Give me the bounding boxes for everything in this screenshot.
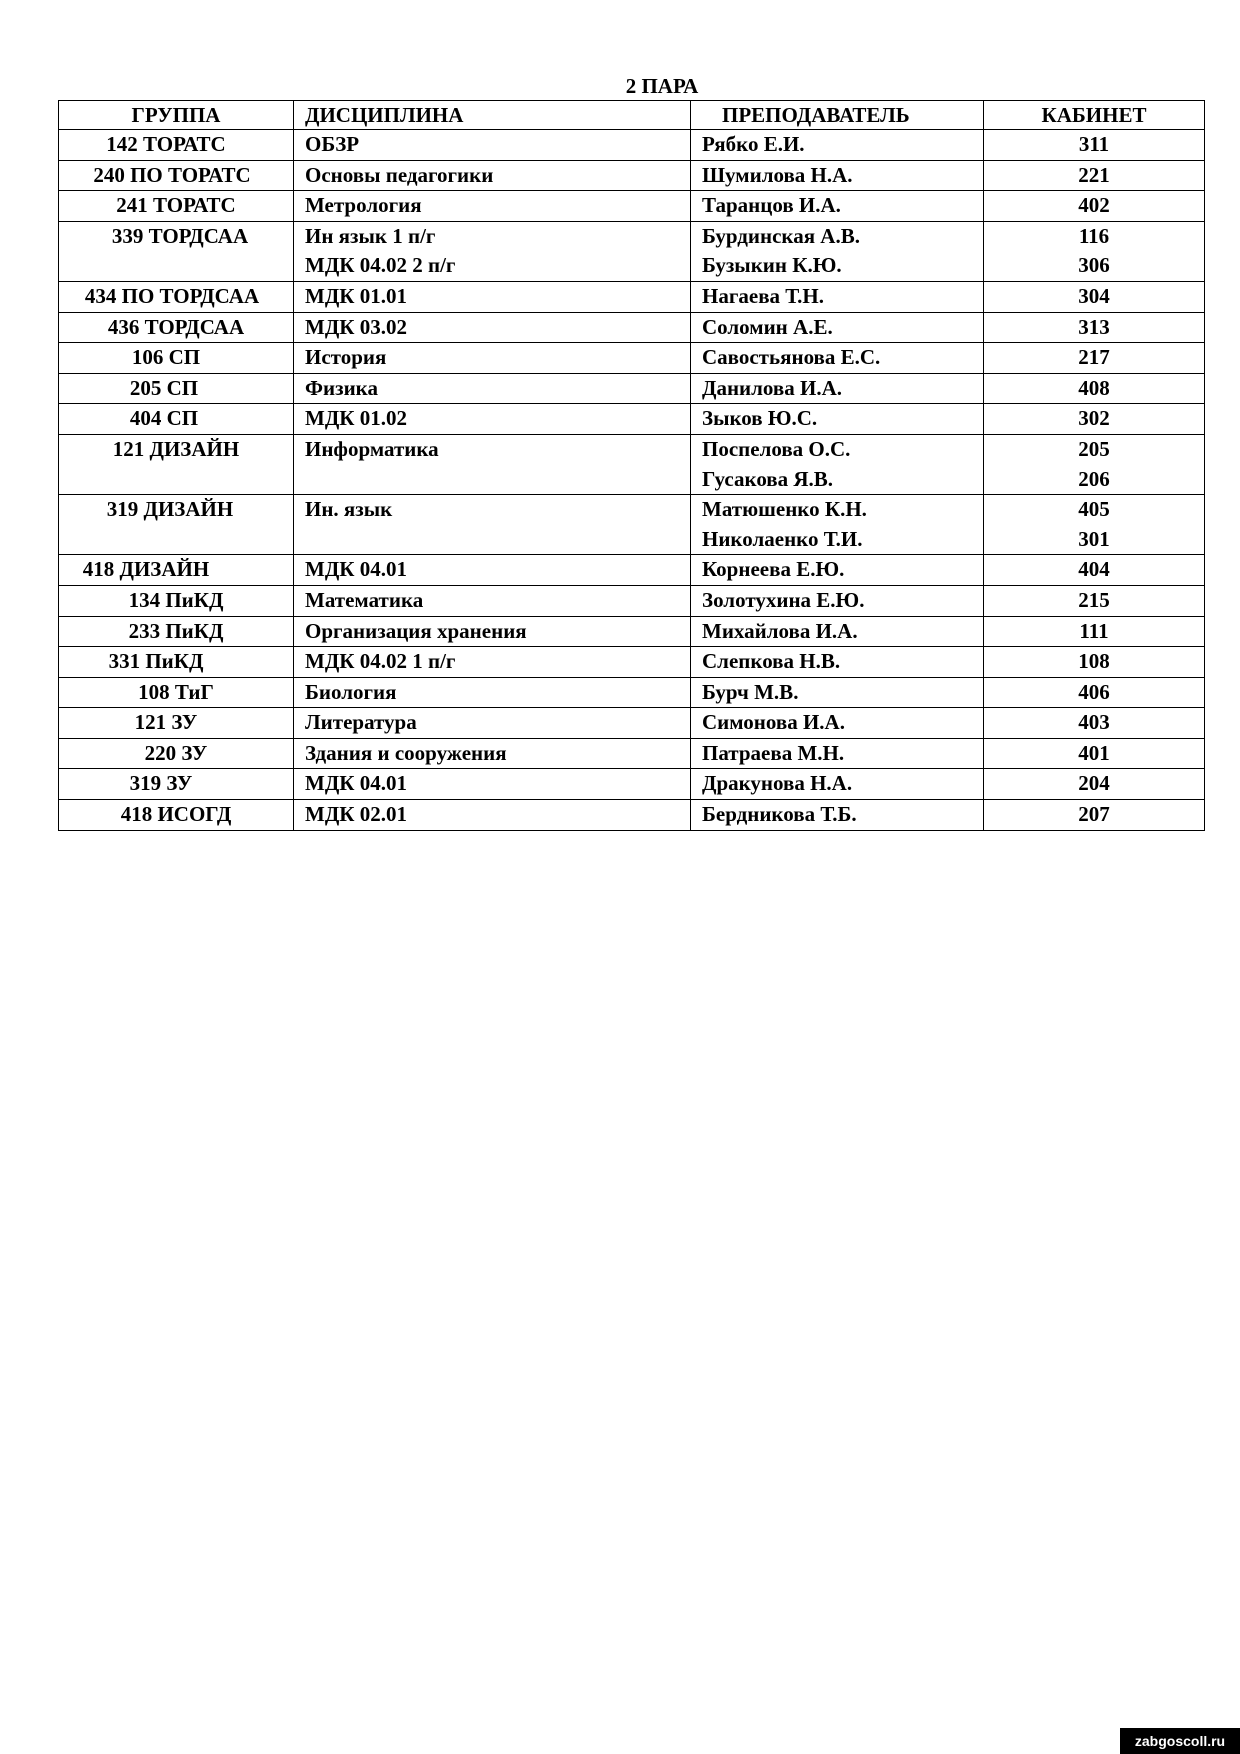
table-row (59, 769, 1205, 800)
group-name: 134 ПиКД (128, 587, 224, 612)
room-text: 404 (1078, 557, 1110, 582)
teacher-cell (691, 585, 984, 616)
room-cell (984, 160, 1205, 191)
teacher-text: Зыков Ю.С. (702, 406, 818, 431)
group-name: 233 ПиКД (128, 618, 224, 643)
room-cell (984, 708, 1205, 739)
teacher-cell (691, 555, 984, 586)
group-cell (59, 281, 294, 312)
header-teacher: ПРЕПОДАВАТЕЛЬ (691, 101, 984, 130)
table-row (59, 191, 1205, 222)
teacher-text: Патраева М.Н. (702, 740, 845, 765)
table-row (59, 343, 1205, 374)
teacher-cell (691, 738, 984, 769)
teacher-cell (691, 281, 984, 312)
discipline-text: Физика (305, 375, 378, 400)
room-text: 304 (1078, 283, 1110, 308)
table-row (59, 130, 1205, 161)
group-cell (59, 769, 294, 800)
teacher-text: Савостьянова Е.С. (702, 345, 881, 370)
room-cell (984, 647, 1205, 678)
discipline-text: МДК 04.01 (305, 557, 407, 582)
room-cell (984, 312, 1205, 343)
discipline-text: Математика (305, 587, 424, 612)
room-text: 301 (1078, 526, 1110, 551)
discipline-text: МДК 03.02 (305, 314, 407, 339)
room-text: 215 (1078, 587, 1110, 612)
teacher-text: Николаенко Т.И. (702, 526, 863, 551)
discipline-text: История (305, 345, 387, 370)
discipline-cell (294, 800, 691, 831)
table-row (59, 738, 1205, 769)
room-cell (984, 677, 1205, 708)
group-cell (59, 221, 294, 281)
room-cell (984, 738, 1205, 769)
room-text: 408 (1078, 375, 1110, 400)
discipline-cell (294, 160, 691, 191)
teacher-cell (691, 800, 984, 831)
group-cell (59, 130, 294, 161)
teacher-cell (691, 616, 984, 647)
room-text: 221 (1078, 162, 1110, 187)
teacher-text: Шумилова Н.А. (702, 162, 853, 187)
table-row (59, 281, 1205, 312)
group-name: 241 ТОРАТС (116, 193, 236, 218)
room-text: 402 (1078, 193, 1110, 218)
group-name: 339 ТОРДСАА (111, 223, 249, 248)
discipline-cell (294, 677, 691, 708)
room-cell (984, 585, 1205, 616)
room-cell (984, 343, 1205, 374)
discipline-text: МДК 01.02 (305, 406, 407, 431)
teacher-text: Михайлова И.А. (702, 618, 858, 643)
room-cell (984, 404, 1205, 435)
room-cell (984, 495, 1205, 555)
table-row (59, 404, 1205, 435)
schedule-table (58, 100, 1205, 831)
room-text: 207 (1078, 802, 1110, 827)
group-cell (59, 585, 294, 616)
room-cell (984, 769, 1205, 800)
discipline-cell (294, 281, 691, 312)
teacher-text: Поспелова О.С. (702, 436, 851, 461)
group-cell (59, 616, 294, 647)
teacher-text: Таранцов И.А. (702, 193, 841, 218)
discipline-cell (294, 555, 691, 586)
group-cell (59, 434, 294, 494)
teacher-text: Бузыкин К.Ю. (702, 253, 842, 278)
teacher-cell (691, 404, 984, 435)
group-cell (59, 647, 294, 678)
table-row (59, 647, 1205, 678)
room-cell (984, 221, 1205, 281)
room-text: 306 (1078, 253, 1110, 278)
teacher-cell (691, 160, 984, 191)
group-cell (59, 343, 294, 374)
room-text: 401 (1078, 740, 1110, 765)
group-cell (59, 708, 294, 739)
discipline-cell (294, 647, 691, 678)
group-name: 331 ПиКД (108, 649, 204, 674)
discipline-text: Организация хранения (305, 618, 527, 643)
header-room: КАБИНЕТ (984, 101, 1205, 130)
group-name: 319 ЗУ (129, 771, 193, 796)
group-name: 121 ДИЗАЙН (112, 436, 240, 461)
group-name: 436 ТОРДСАА (107, 314, 245, 339)
discipline-cell (294, 404, 691, 435)
table-row (59, 312, 1205, 343)
room-cell (984, 616, 1205, 647)
teacher-cell (691, 373, 984, 404)
discipline-text: Метрология (305, 193, 422, 218)
group-name: 121 ЗУ (134, 710, 198, 735)
discipline-text: МДК 01.01 (305, 283, 407, 308)
teacher-cell (691, 221, 984, 281)
discipline-cell (294, 708, 691, 739)
teacher-cell (691, 191, 984, 222)
teacher-cell (691, 495, 984, 555)
header-row (59, 101, 1205, 130)
discipline-text (305, 465, 690, 495)
discipline-text: МДК 04.02 1 п/г (305, 649, 456, 674)
room-text: 403 (1078, 710, 1110, 735)
room-text: 111 (1079, 618, 1109, 643)
room-cell (984, 434, 1205, 494)
schedule-body (59, 130, 1205, 831)
room-text: 406 (1078, 679, 1110, 704)
teacher-cell (691, 647, 984, 678)
discipline-text: Здания и сооружения (305, 740, 507, 765)
teacher-text: Бурч М.В. (702, 679, 799, 704)
teacher-text: Симонова И.А. (702, 710, 845, 735)
discipline-cell (294, 616, 691, 647)
header-discipline: ДИСЦИПЛИНА (294, 101, 691, 130)
room-cell (984, 373, 1205, 404)
discipline-text (305, 525, 690, 555)
discipline-text: ОБЗР (305, 132, 360, 156)
group-cell (59, 160, 294, 191)
discipline-cell (294, 585, 691, 616)
room-text: 302 (1078, 406, 1110, 431)
discipline-text: МДК 04.01 (305, 771, 407, 796)
teacher-text: Матюшенко К.Н. (702, 497, 867, 522)
group-name: 108 ТиГ (138, 679, 214, 704)
discipline-cell (294, 221, 691, 281)
group-name: 434 ПО ТОРДСАА (84, 283, 260, 308)
group-name: 418 ИСОГД (120, 802, 232, 827)
teacher-text: Соломин А.Е. (702, 314, 833, 339)
room-text: 405 (1078, 497, 1110, 522)
group-name: 142 ТОРАТС (106, 132, 226, 156)
group-name: 205 СП (129, 375, 199, 400)
group-cell (59, 404, 294, 435)
teacher-cell (691, 312, 984, 343)
table-row (59, 708, 1205, 739)
discipline-cell (294, 434, 691, 494)
group-cell (59, 800, 294, 831)
discipline-cell (294, 769, 691, 800)
discipline-cell (294, 191, 691, 222)
group-cell (59, 191, 294, 222)
table-row (59, 677, 1205, 708)
discipline-text: Ин язык 1 п/г (305, 223, 436, 248)
teacher-cell (691, 677, 984, 708)
footer-watermark: zabgoscoll.ru (1120, 1728, 1240, 1754)
table-row (59, 373, 1205, 404)
teacher-cell (691, 434, 984, 494)
discipline-cell (294, 312, 691, 343)
room-cell (984, 555, 1205, 586)
discipline-text: Биология (305, 679, 397, 704)
table-row (59, 434, 1205, 494)
group-cell (59, 738, 294, 769)
teacher-cell (691, 343, 984, 374)
group-name: 418 ДИЗАЙН (82, 557, 210, 582)
discipline-cell (294, 373, 691, 404)
discipline-cell (294, 738, 691, 769)
group-cell (59, 555, 294, 586)
room-cell (984, 281, 1205, 312)
group-cell (59, 495, 294, 555)
teacher-text: Рябко Е.И. (702, 132, 805, 156)
header-group: ГРУППА (59, 101, 294, 130)
table-row (59, 221, 1205, 281)
group-cell (59, 677, 294, 708)
table-row (59, 495, 1205, 555)
room-text: 108 (1078, 649, 1110, 674)
discipline-text: МДК 04.02 2 п/г (305, 253, 456, 278)
room-text: 206 (1078, 466, 1110, 491)
group-cell (59, 373, 294, 404)
teacher-text: Бердникова Т.Б. (702, 802, 857, 827)
room-text: 313 (1078, 314, 1110, 339)
discipline-cell (294, 130, 691, 161)
discipline-text: Информатика (305, 436, 439, 461)
group-name: 106 СП (131, 345, 201, 370)
group-name: 220 ЗУ (144, 740, 208, 765)
teacher-text: Бурдинская А.В. (702, 223, 860, 248)
discipline-text: Литература (305, 710, 417, 735)
table-row (59, 616, 1205, 647)
teacher-text: Гусакова Я.В. (702, 466, 834, 491)
discipline-text: Основы педагогики (305, 162, 494, 187)
discipline-text: Ин. язык (305, 497, 393, 522)
page-title: 2 ПАРА (625, 74, 699, 98)
discipline-cell (294, 343, 691, 374)
teacher-cell (691, 708, 984, 739)
teacher-cell (691, 130, 984, 161)
group-name: 240 ПО ТОРАТС (93, 162, 251, 187)
table-row (59, 555, 1205, 586)
room-cell (984, 800, 1205, 831)
teacher-text: Нагаева Т.Н. (702, 283, 825, 308)
teacher-cell (691, 769, 984, 800)
room-text: 204 (1078, 771, 1110, 796)
teacher-text: Дракунова Н.А. (702, 771, 853, 796)
teacher-text: Данилова И.А. (702, 375, 842, 400)
teacher-text: Корнеева Е.Ю. (702, 557, 845, 582)
discipline-cell (294, 495, 691, 555)
room-text: 311 (1078, 132, 1110, 156)
table-row (59, 585, 1205, 616)
table-row (59, 800, 1205, 831)
group-name: 319 ДИЗАЙН (106, 497, 234, 522)
group-cell (59, 312, 294, 343)
room-text: 116 (1078, 223, 1110, 248)
teacher-text: Слепкова Н.В. (702, 649, 841, 674)
table-row (59, 160, 1205, 191)
room-text: 205 (1078, 436, 1110, 461)
teacher-text: Золотухина Е.Ю. (702, 587, 865, 612)
group-name: 404 СП (129, 406, 199, 431)
room-text: 217 (1078, 345, 1110, 370)
room-cell (984, 130, 1205, 161)
room-cell (984, 191, 1205, 222)
discipline-text: МДК 02.01 (305, 802, 407, 827)
